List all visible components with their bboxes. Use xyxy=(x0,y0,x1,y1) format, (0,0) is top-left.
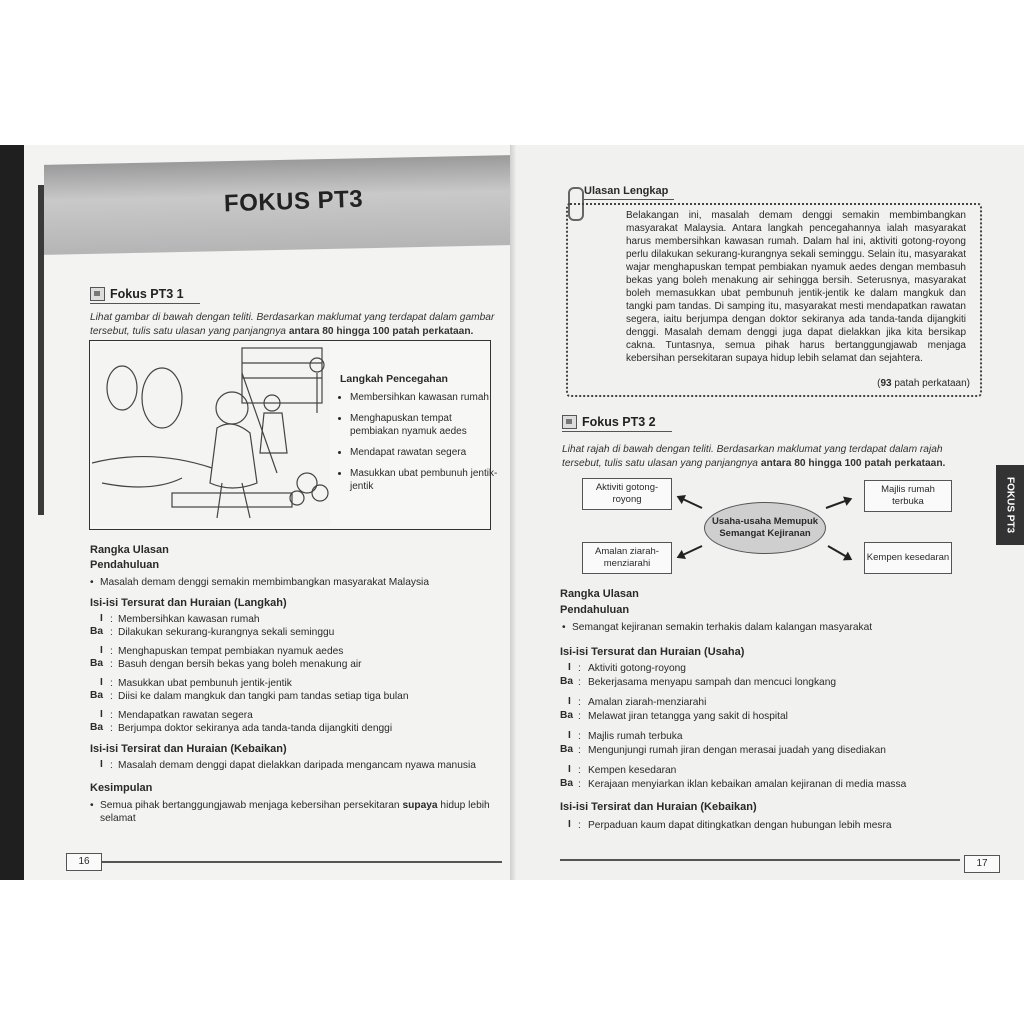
instruction2-bold: antara 80 hingga 100 patah perkataan. xyxy=(760,458,946,469)
page-number: 17 xyxy=(964,855,1000,873)
row-i: Amalan ziarah-menziarahi xyxy=(588,697,707,708)
colon: : xyxy=(110,691,113,702)
center-node: Usaha-usaha Memupuk Semangat Kejiranan xyxy=(704,502,826,554)
kesimpulan-end: hidup lebih xyxy=(440,800,490,811)
page-number: 16 xyxy=(66,853,102,871)
row-ba: Melawat jiran tetangga yang sakit di hospital xyxy=(588,711,788,722)
kesimpulan-bold: supaya xyxy=(402,800,438,811)
colon: : xyxy=(578,745,581,756)
section1-title: Fokus PT3 1 xyxy=(110,287,184,301)
left-page xyxy=(24,145,516,880)
legend-title: Langkah Pencegahan xyxy=(340,373,448,385)
arrow-bottom-right xyxy=(828,545,852,560)
instruction-line2 xyxy=(90,325,510,339)
instruction2-line2 xyxy=(562,457,992,471)
row-i: Mendapatkan rawatan segera xyxy=(118,710,253,721)
instruction-bold: antara 80 hingga 100 patah perkataan. xyxy=(288,326,474,337)
word-count-open: ( xyxy=(877,378,881,389)
label-i: I xyxy=(568,662,571,673)
colon: : xyxy=(110,723,113,734)
label-ba: Ba xyxy=(560,710,574,721)
rangka-heading: Rangka Ulasan xyxy=(90,544,169,556)
row-ba: Basuh dengan bersih bekas yang boleh menakung air xyxy=(118,659,362,670)
isi-tersirat-heading-2: Isi-isi Tersirat dan Huraian (Kebaikan) xyxy=(560,801,757,813)
book-icon xyxy=(90,287,105,301)
label-i: I xyxy=(100,677,103,688)
pendahuluan-point: • Masalah demam denggi semakin membimbangkan masyarakat Malaysia xyxy=(100,576,510,589)
instruction-line1: Lihat gambar di bawah dengan teliti. Berdasarkan maklumat yang terdapat dalam gambar xyxy=(90,312,495,323)
ulasan-box xyxy=(566,203,982,397)
pendahuluan-heading: Pendahuluan xyxy=(90,559,160,571)
isi-tersurat-heading: Isi-isi Tersurat dan Huraian (Langkah) xyxy=(90,597,287,609)
label-i: I xyxy=(100,613,103,624)
arrow-top-left xyxy=(678,496,702,509)
instruction2-text: tersebut, tulis satu ulasan yang panjangnya xyxy=(562,458,758,469)
word-count-suffix: patah perkataan) xyxy=(894,378,970,389)
word-count xyxy=(877,378,970,389)
right-page xyxy=(516,145,1024,880)
footer-line xyxy=(560,859,960,861)
figure-box xyxy=(89,340,498,530)
label-ba: Ba xyxy=(90,722,104,733)
label-i: I xyxy=(568,696,571,707)
arrow-bottom-left xyxy=(678,545,702,558)
open-book xyxy=(0,145,1024,880)
label-i: I xyxy=(100,709,103,720)
word-count-number: 93 xyxy=(880,378,892,389)
colon: : xyxy=(110,710,113,721)
row-i: Membersihkan kawasan rumah xyxy=(118,614,260,625)
row-ba: Kerajaan menyiarkan iklan kebaikan amalan kejiranan di media massa xyxy=(588,779,907,790)
row-ba: Bekerjasama menyapu sampah dan mencuci longkang xyxy=(588,677,837,688)
label-i: I xyxy=(568,819,571,830)
label-i: I xyxy=(100,759,103,770)
row-i: Masukkan ubat pembunuh jentik-jentik xyxy=(118,678,292,689)
tersirat-i-2: Perpaduan kaum dapat ditingkatkan dengan hubungan lebih mesra xyxy=(588,820,892,831)
instruction2-line1: Lihat rajah di bawah dengan teliti. Berdasarkan maklumat yang terdapat dalam rajah xyxy=(562,444,943,455)
rangka-heading-2: Rangka Ulasan xyxy=(560,588,639,600)
node-bottom-left: Amalan ziarah-menziarahi xyxy=(582,542,672,574)
colon: : xyxy=(578,820,581,831)
side-tab: FOKUS PT3 xyxy=(996,465,1024,545)
row-ba: Diisi ke dalam mangkuk dan tangki pam tandas setiap tiga bulan xyxy=(118,691,409,702)
colon: : xyxy=(110,614,113,625)
section1-heading xyxy=(90,287,184,301)
kesimpulan-point xyxy=(100,799,510,812)
node-top-right: Majlis rumah terbuka xyxy=(864,480,952,512)
row-ba: Mengunjungi rumah jiran dengan merasai juadah yang disediakan xyxy=(588,745,886,756)
tersirat-i: Masalah demam denggi dapat dielakkan daripada mengancam nyawa manusia xyxy=(118,760,476,771)
colon: : xyxy=(578,779,581,790)
label-ba: Ba xyxy=(90,626,104,637)
label-ba: Ba xyxy=(90,658,104,669)
dengue-prevention-illustration xyxy=(92,343,330,526)
label-i: I xyxy=(568,764,571,775)
section2-heading xyxy=(562,415,656,429)
row-ba: Berjumpa doktor sekiranya ada tanda-tanda dijangkiti denggi xyxy=(118,723,393,734)
isi-tersirat-heading: Isi-isi Tersirat dan Huraian (Kebaikan) xyxy=(90,743,287,755)
section2-underline xyxy=(562,431,672,432)
ulasan-text: Belakangan ini, masalah demam denggi semakin membimbangkan masyarakat Malaysia. Antara langkah pencegahannya ialah masyarakat harus membersihkan kawasan rumah. Dalam hal ini, aktiviti gotong-royong perlu dilakukan sekurang-kurangnya sekali seminggu. Selain itu, masyarakat wajar menghapuskan tempat pembiakan nyamuk aedes dengan membasuh bekas yang boleh menakung air sehingga bersih. Seterusnya, masyarakat boleh memasukkan ubat pembunuh jentik-jentik ke dalam mangkuk dan tangki pam tandas. Di samping itu, masyarakat mesti mendapatkan rawatan segera, iaitu berjumpa dengan doktor sekiranya ada tanda-tanda dijangkiti denggi. Masalah demam denggi juga dapat dielakkan jika kita bersikap cakna. Tuntasnya, semua pihak harus bertanggungjawab menjaga kebersihan persekitaran supaya hidup lebih selamat dan sejahtera. xyxy=(626,210,966,364)
colon: : xyxy=(578,711,581,722)
colon: : xyxy=(578,663,581,674)
label-ba: Ba xyxy=(90,690,104,701)
legend-item: • Menghapuskan tempat pembiakan nyamuk aedes xyxy=(350,412,500,438)
row-ba: Dilakukan sekurang-kurangnya sekali seminggu xyxy=(118,627,335,638)
legend-list xyxy=(338,391,500,501)
isi-tersurat-heading-2: Isi-isi Tersurat dan Huraian (Usaha) xyxy=(560,646,745,658)
node-top-left: Aktiviti gotong-royong xyxy=(582,478,672,510)
arrow-top-right xyxy=(826,498,851,509)
label-i: I xyxy=(100,645,103,656)
legend-item: • Mendapat rawatan segera xyxy=(350,446,500,459)
colon: : xyxy=(110,678,113,689)
section1-underline xyxy=(90,303,200,304)
colon: : xyxy=(578,731,581,742)
legend-item: • Masukkan ubat pembunuh jentik-jentik xyxy=(350,467,500,493)
legend-item: • Membersihkan kawasan rumah xyxy=(350,391,500,404)
label-ba: Ba xyxy=(560,778,574,789)
node-bottom-right: Kempen kesedaran xyxy=(864,542,952,574)
label-i: I xyxy=(568,730,571,741)
colon: : xyxy=(110,659,113,670)
row-i: Menghapuskan tempat pembiakan nyamuk aedes xyxy=(118,646,344,657)
colon: : xyxy=(578,697,581,708)
colon: : xyxy=(110,646,113,657)
row-i: Kempen kesedaran xyxy=(588,765,677,776)
footer-line xyxy=(102,861,502,863)
pendahuluan-point-2: • Semangat kejiranan semakin terhakis dalam kalangan masyarakat xyxy=(572,621,992,634)
colon: : xyxy=(578,677,581,688)
section2-title: Fokus PT3 2 xyxy=(582,415,656,429)
row-i: Majlis rumah terbuka xyxy=(588,731,683,742)
row-i: Aktiviti gotong-royong xyxy=(588,663,686,674)
kesimpulan-text: Semua pihak bertanggungjawab menjaga kebersihan persekitaran xyxy=(100,800,400,811)
ulasan-title: Ulasan Lengkap xyxy=(584,185,669,197)
instruction-text: tersebut, tulis satu ulasan yang panjangnya xyxy=(90,326,286,337)
banner-title: FOKUS PT3 xyxy=(223,185,364,218)
kesimpulan-heading: Kesimpulan xyxy=(90,782,153,794)
label-ba: Ba xyxy=(560,676,574,687)
pendahuluan-heading-2: Pendahuluan xyxy=(560,604,630,616)
label-ba: Ba xyxy=(560,744,574,755)
colon: : xyxy=(110,760,113,771)
colon: : xyxy=(578,765,581,776)
colon: : xyxy=(110,627,113,638)
kesimpulan-line2: selamat xyxy=(100,813,136,824)
ulasan-underline xyxy=(584,199,674,200)
book-icon xyxy=(562,415,577,429)
